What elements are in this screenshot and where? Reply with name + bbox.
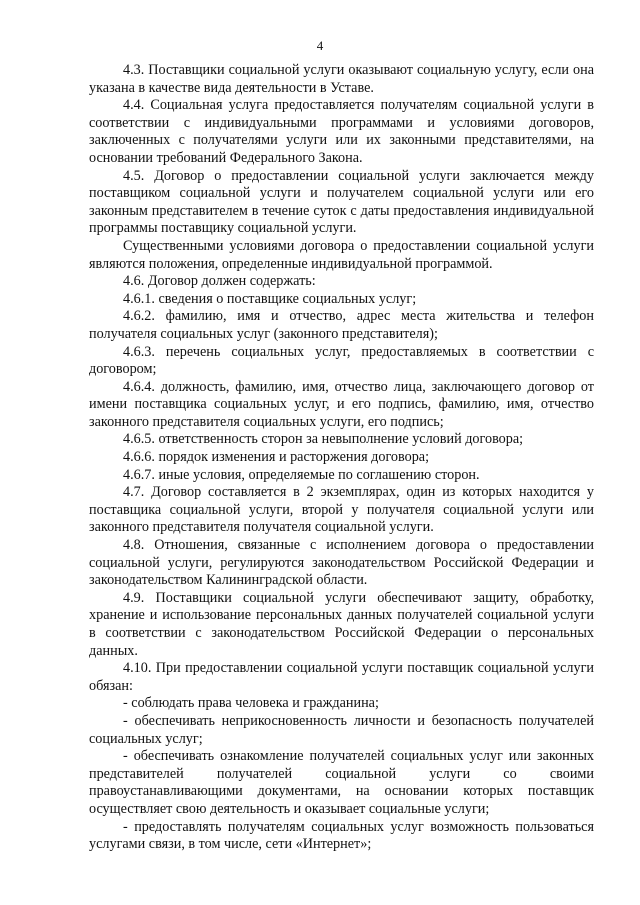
paragraph-4-4: 4.4. Социальная услуга предоставляется получателям социальной услуги в соответствии с индивидуальными программами и условиями договоров, заключенных с получателями услуги или их законными представителями, на основании требований Федерального Закона. (89, 97, 594, 166)
paragraph-4-8: 4.8. Отношения, связанные с исполнением договора о предоставлении социальной услуги, регулируются законодательством Российской Федерации и законодательством Калининградской области. (89, 537, 594, 589)
paragraph-4-6: 4.6. Договор должен содержать: (123, 273, 316, 290)
page-number: 4 (316, 38, 324, 53)
paragraph-4-6-7: 4.6.7. иные условия, определяемые по соглашению сторон. (123, 466, 480, 483)
paragraph-4-6-1: 4.6.1. сведения о поставщике социальных услуг; (123, 290, 417, 307)
paragraph-4-7: 4.7. Договор составляется в 2 экземплярах, один из которых находится у поставщика социальной услуги, второй у получателя социальной услуги или законного представителя получателя социальной услуги. (89, 484, 594, 536)
list-item-inviolability: - обеспечивать неприкосновенность личности и безопасность получателей социальных услуг; (89, 712, 594, 747)
paragraph-4-6-4: 4.6.4. должность, фамилию, имя, отчество лица, заключающего договор от имени поставщика социальных услуг, и его подпись, фамилию, имя, отчество законного представителя социальных услуги, его подпись; (89, 378, 594, 430)
paragraph-4-5: 4.5. Договор о предоставлении социальной услуги заключается между поставщиком социальной услуги и получателем социальной услуги или его законным представителем в течение суток с даты предоставления индивидуальной программы поставщику социальной услуги. (89, 167, 594, 237)
paragraph-4-6-6: 4.6.6. порядок изменения и расторжения договора; (123, 449, 430, 466)
paragraph-essential-conditions: Существенными условиями договора о предоставлении социальной услуги являются положения, определенные индивидуальной программой. (89, 237, 594, 272)
document-body (89, 62, 594, 854)
paragraph-4-9: 4.9. Поставщики социальной услуги обеспечивают защиту, обработку, хранение и использование персональных данных получателей социальной услуги в соответствии с законодательством Российской Федерации о персональных данных. (89, 589, 594, 659)
paragraph-4-6-2: 4.6.2. фамилию, имя и отчество, адрес места жительства и телефон получателя социальных услуг (законного представителя); (89, 308, 594, 342)
paragraph-4-6-5: 4.6.5. ответственность сторон за невыполнение условий договора; (123, 431, 524, 448)
list-item-communication: - предоставлять получателям социальных услуг возможность пользоваться услугами связи, в том числе, сети «Интернет»; (89, 818, 594, 853)
paragraph-4-10: 4.10. При предоставлении социальной услуги поставщик социальной услуги обязан: (89, 660, 594, 694)
paragraph-4-3: 4.3. Поставщики социальной услуги оказывают социальную услугу, если она указана в качестве вида деятельности в Уставе. (89, 62, 594, 96)
list-item-human-rights: - соблюдать права человека и гражданина; (123, 695, 379, 712)
list-item-familiarization: - обеспечивать ознакомление получателей социальных услуг или законных представителей получателей социальной услуги со своими правоустанавливающими документами, на основании которых поставщик осуществляет свою деятельность и оказывает социальные услуги; (89, 748, 594, 817)
paragraph-4-6-3: 4.6.3. перечень социальных услуг, предоставляемых в соответствии с договором; (89, 343, 594, 378)
